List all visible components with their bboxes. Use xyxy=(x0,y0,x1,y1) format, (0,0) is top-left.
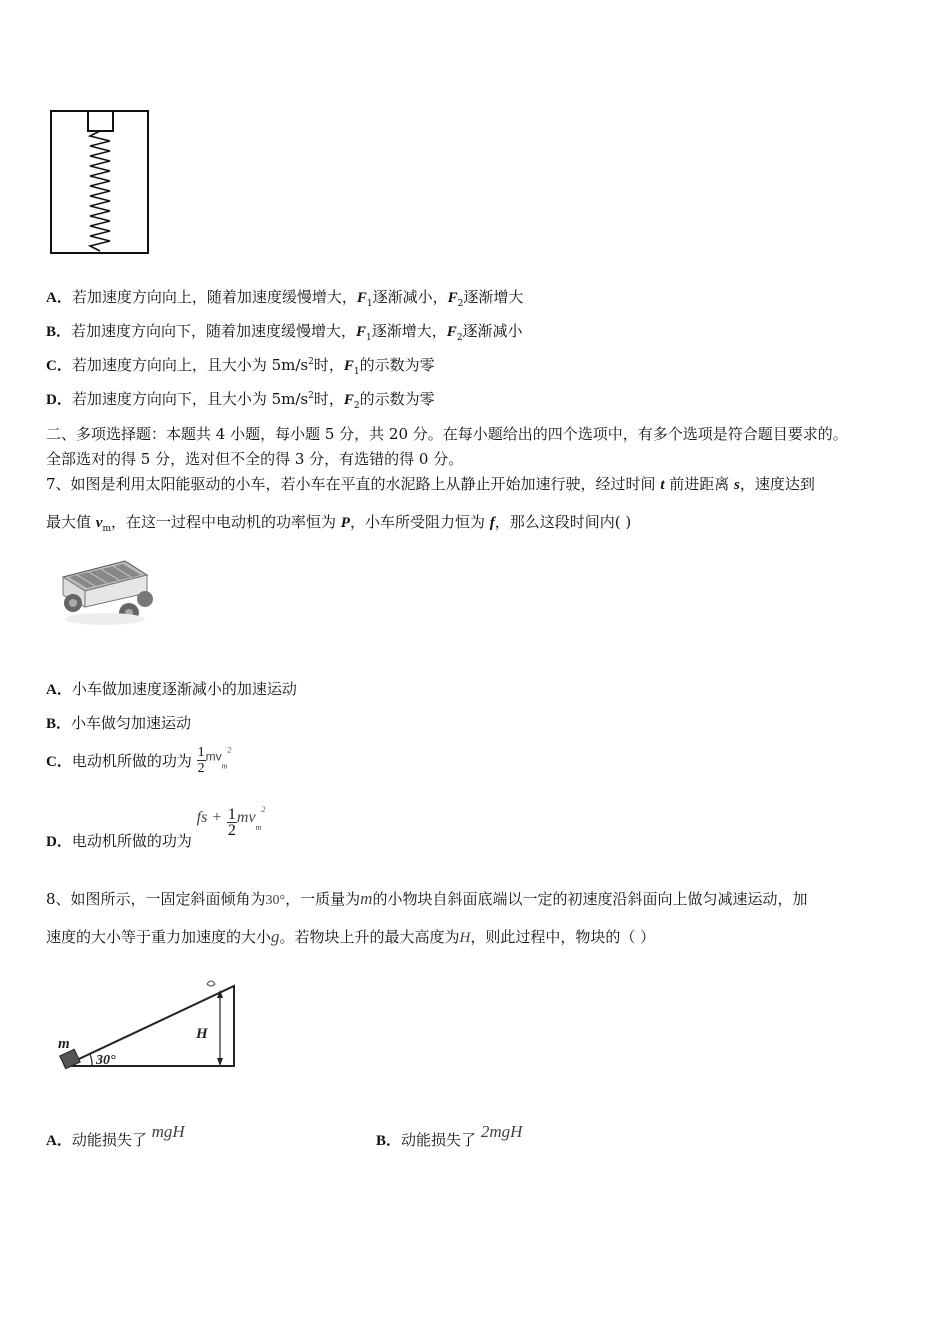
q6-option-c: C．若加速度方向向上，且大小为 $5m/s^2$时，$F_1$的示数为零 xyxy=(46,356,435,377)
q8-stem-line1: 8、如图所示，一固定斜面倾角为30°，一质量为m的小物块自斜面底端以一定的初速度沿斜面向上做匀减速运动，加 xyxy=(46,889,808,908)
q8-option-a: A．动能损失了 mgH xyxy=(46,1122,185,1149)
q8-stem-line2: 速度的大小等于重力加速度的大小g。若物块上升的最大高度为H，则此过程中，物块的（ ） xyxy=(46,927,656,946)
q7-option-d: D．电动机所做的功为 fs + $\frac{1}{2}$ $mv_m^2$ xyxy=(46,805,266,850)
incline-height-label: H xyxy=(196,1026,208,1042)
section2-heading-line2: 全部选对的得 5 分，选对但不全的得 3 分，有选错的得 0 分。 xyxy=(46,450,464,468)
incline-angle-label: 30° xyxy=(96,1053,116,1068)
q7-stem-line2: 最大值 $v_m$，在这一过程中电动机的功率恒为 P，小车所受阻力恒为 f，那么这段时间内( ) xyxy=(46,513,632,534)
spring-figure xyxy=(48,108,152,256)
q7-option-c: C．电动机所做的功为 $\frac{1}{2}$ $^{mv}_m^2$ xyxy=(46,745,232,776)
fraction: $\frac{1}{2}$ xyxy=(197,745,205,776)
q7-option-a: A．小车做加速度逐渐减小的加速运动 xyxy=(46,680,297,698)
q7-stem-line1: 7、如图是利用太阳能驱动的小车，若小车在平直的水泥路上从静止开始加速行驶，经过时间 t 前进距离 s，速度达到 xyxy=(46,475,815,493)
section2-heading-line1: 二、多项选择题：本题共 4 小题，每小题 5 分，共 20 分。在每小题给出的四个选项中，有多个选项是符合题目要求的。 xyxy=(46,425,848,443)
fraction: $\frac{1}{2}$ xyxy=(227,805,236,839)
q6-option-a: A．若加速度方向向上，随着加速度缓慢增大，$F_1$逐渐减小，$F_2$逐渐增大 xyxy=(46,288,524,309)
incline-figure xyxy=(52,976,242,1076)
q6-option-b: B．若加速度方向向下，随着加速度缓慢增大，$F_1$逐渐增大，$F_2$逐渐减小 xyxy=(46,322,523,343)
q6-option-d: D．若加速度方向向下，且大小为 $5m/s^2$时，$F_2$的示数为零 xyxy=(46,390,435,411)
solar-car-image xyxy=(55,555,155,630)
incline-mass-label: m xyxy=(58,1036,70,1052)
q7-option-b: B．小车做匀加速运动 xyxy=(46,714,192,732)
q8-option-b: B．动能损失了 2mgH xyxy=(376,1122,523,1149)
